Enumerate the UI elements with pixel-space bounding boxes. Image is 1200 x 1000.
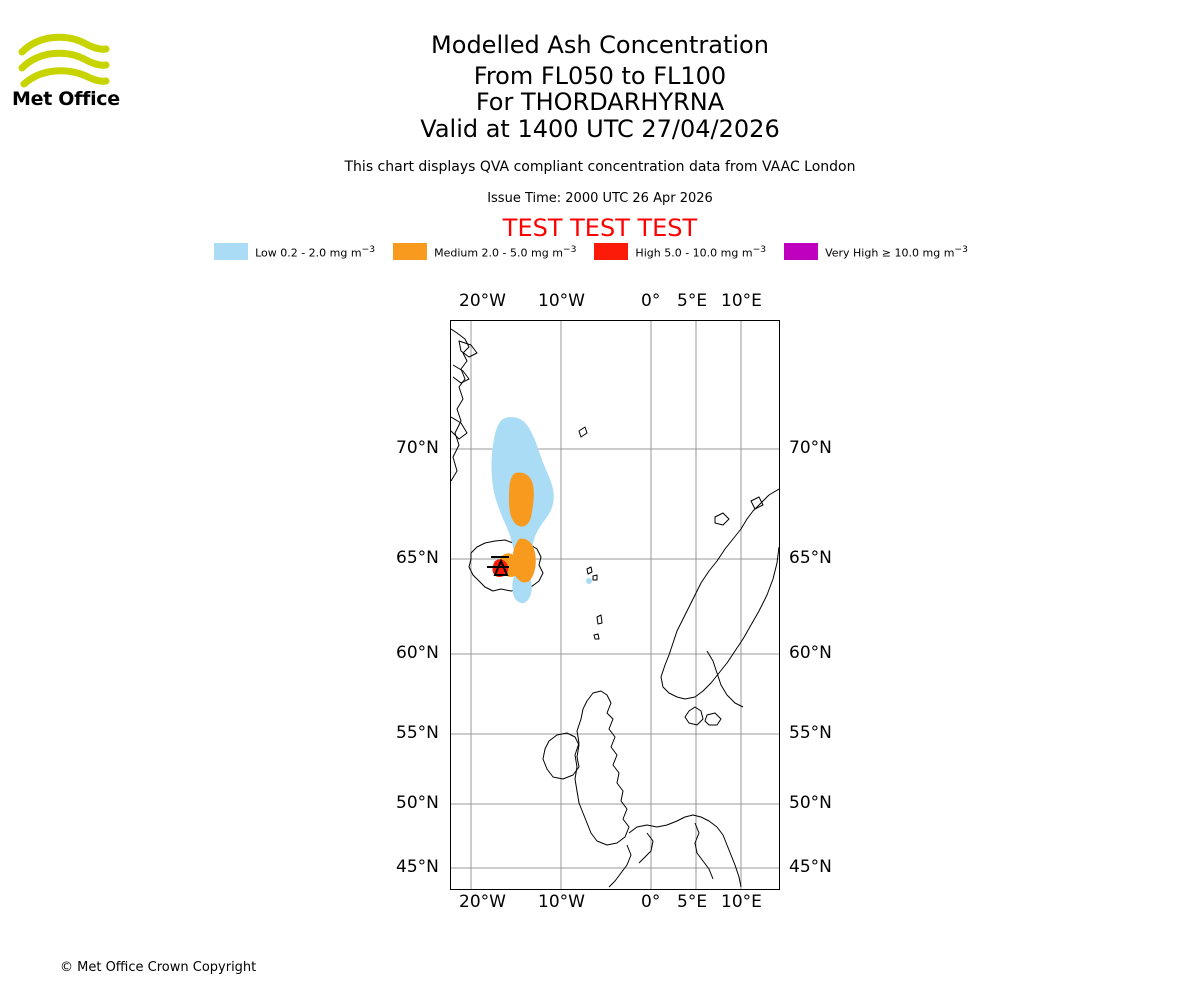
title-volcano-name: For THORDARHYRNA: [475, 88, 725, 116]
legend-item-low: [214, 243, 375, 260]
chart-subtitle: This chart displays QVA compliant concentration data from VAAC London: [344, 159, 856, 175]
axis-label-right-50N: 50°N: [789, 793, 832, 813]
axis-label-left-60N: 60°N: [396, 643, 439, 663]
axis-label-bottom-10W: 10°W: [538, 892, 585, 912]
axis-label-top-0: 0°: [641, 291, 661, 311]
legend-item-high: [594, 243, 766, 260]
copyright-notice: © Met Office Crown Copyright: [60, 960, 257, 975]
legend-label-high: High 5.0 - 10.0 mg $m^{-3}$: [635, 243, 767, 260]
axis-label-bottom-0: 0°: [641, 892, 661, 912]
axis-label-top-20W: 20°W: [459, 291, 506, 311]
axis-label-top-5E: 5°E: [677, 291, 708, 311]
title-flight-levels: From FL050 to FL100: [473, 62, 727, 90]
axis-label-left-55N: 55°N: [396, 723, 439, 743]
legend-item-medium: [393, 243, 576, 260]
map-graticule: [451, 321, 779, 889]
axis-label-right-60N: 60°N: [789, 643, 832, 663]
axis-label-left-45N: 45°N: [396, 857, 439, 877]
map-frame: [450, 320, 780, 890]
test-banner: TEST TEST TEST: [502, 214, 698, 242]
title-valid-time: Valid at 1400 UTC 27/04/2026: [420, 115, 780, 143]
map-canvas: [451, 321, 779, 889]
concentration-legend: [0, 243, 1200, 260]
map-coastlines: [451, 329, 779, 887]
axis-label-right-55N: 55°N: [789, 723, 832, 743]
axis-label-left-65N: 65°N: [396, 548, 439, 568]
met-office-logo-text: Met Office: [12, 88, 120, 110]
axis-label-bottom-10E: 10°E: [721, 892, 762, 912]
ash-concentration-map[interactable]: [450, 320, 780, 890]
legend-swatch-high: [594, 243, 628, 260]
legend-label-medium: Medium 2.0 - 5.0 mg $m^{-3}$: [434, 243, 577, 260]
legend-item-very-high: [784, 243, 968, 260]
legend-swatch-very-high: [784, 243, 818, 260]
legend-label-very-high: Very High ≥ 10.0 mg $m^{-3}$: [825, 243, 968, 260]
axis-label-bottom-20W: 20°W: [459, 892, 506, 912]
issue-time: Issue Time: 2000 UTC 26 Apr 2026: [487, 191, 713, 206]
legend-swatch-medium: [393, 243, 427, 260]
axis-label-top-10E: 10°E: [721, 291, 762, 311]
legend-swatch-low: [214, 243, 248, 260]
page-title: Modelled Ash Concentration: [431, 31, 769, 59]
axis-label-left-50N: 50°N: [396, 793, 439, 813]
axis-label-right-45N: 45°N: [789, 857, 832, 877]
axis-label-bottom-5E: 5°E: [677, 892, 708, 912]
axis-label-top-10W: 10°W: [538, 291, 585, 311]
axis-label-left-70N: 70°N: [396, 438, 439, 458]
legend-label-low: Low 0.2 - 2.0 mg $m^{-3}$: [255, 243, 376, 260]
axis-label-right-65N: 65°N: [789, 548, 832, 568]
axis-label-right-70N: 70°N: [789, 438, 832, 458]
